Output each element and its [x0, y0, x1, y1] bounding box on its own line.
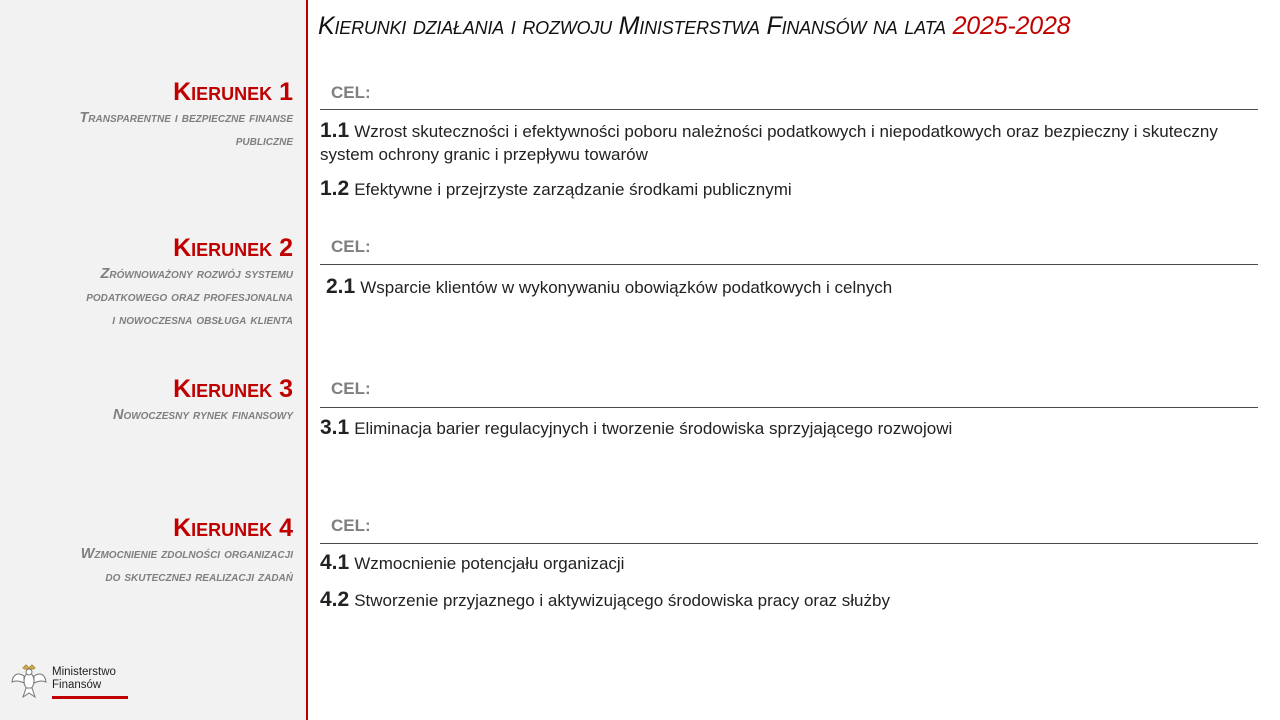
kierunek-3 [113, 375, 293, 427]
cel-rule [320, 109, 1258, 110]
kierunek-2 [86, 234, 293, 332]
page-title [318, 12, 1070, 41]
ministry-logo [10, 662, 135, 702]
subtitle-line: Transparentne i bezpieczne finanse [79, 110, 293, 126]
goal-2-1 [326, 275, 1226, 299]
cel-label: CEL: [331, 237, 371, 256]
subtitle-line: Wzmocnienie zdolności organizacji [80, 546, 293, 562]
red-divider [306, 0, 308, 720]
logo-text [52, 666, 116, 692]
white-eagle-emblem-icon [10, 662, 48, 700]
subtitle-line: Zrównoważony rozwój systemu [100, 266, 293, 282]
goal-number: 2.1 [326, 275, 356, 298]
cel-label: CEL: [331, 379, 371, 398]
kierunek-3-subtitle [113, 404, 293, 427]
goal-1-2 [320, 177, 1220, 201]
goal-text: Efektywne i przejrzyste zarządzanie środkami publicznymi [354, 180, 792, 199]
kierunek-1-subtitle [79, 107, 293, 153]
cel-label: CEL: [331, 83, 371, 102]
subtitle-line: Nowoczesny rynek finansowy [112, 407, 293, 423]
subtitle-line: i nowoczesna obsługa klienta [112, 312, 293, 328]
goal-number: 4.1 [320, 551, 350, 574]
kierunek-1 [79, 78, 293, 153]
subtitle-line: publiczne [235, 133, 293, 149]
goal-text: Wsparcie klientów w wykonywaniu obowiązków podatkowych i celnych [360, 278, 893, 297]
kierunek-4 [81, 514, 293, 589]
goal-1-1 [320, 119, 1220, 166]
kierunek-1-heading: Kierunek 1 [173, 78, 293, 106]
kierunek-2-heading: Kierunek 2 [173, 234, 293, 262]
title-years: 2025-2028 [952, 12, 1071, 40]
subtitle-line: do skutecznej realizacji zadań [105, 569, 293, 585]
goal-number: 1.1 [320, 119, 350, 142]
cel-rule [320, 264, 1258, 265]
kierunek-2-subtitle [86, 263, 293, 332]
cel-label: CEL: [331, 516, 371, 535]
logo-line-2: Finansów [52, 679, 102, 691]
goal-text: Wzrost skuteczności i efektywności poboru należności podatkowych i niepodatkowych oraz bezpieczny i skuteczny system ochrony granic i przepływu towarów [320, 122, 1218, 164]
kierunek-3-heading: Kierunek 3 [173, 375, 293, 403]
cel-rule [320, 543, 1258, 544]
logo-line-1: Ministerstwo [52, 666, 116, 678]
logo-accent-bar [52, 696, 128, 699]
goal-4-1 [320, 551, 1220, 575]
title-text: Kierunki działania i rozwoju Ministerstwa Finansów na lata [318, 12, 946, 40]
goal-text: Stworzenie przyjaznego i aktywizującego środowiska pracy oraz służby [354, 591, 890, 610]
kierunek-4-subtitle [81, 543, 293, 589]
subtitle-line: podatkowego oraz profesjonalna [86, 289, 293, 305]
goal-number: 4.2 [320, 588, 350, 611]
goal-3-1 [320, 416, 1220, 440]
goal-number: 3.1 [320, 416, 350, 439]
cel-rule [320, 407, 1258, 408]
kierunek-4-heading: Kierunek 4 [173, 514, 293, 542]
goal-number: 1.2 [320, 177, 350, 200]
goal-text: Eliminacja barier regulacyjnych i tworzenie środowiska sprzyjającego rozwojowi [354, 419, 953, 438]
goal-text: Wzmocnienie potencjału organizacji [354, 554, 625, 573]
goal-4-2 [320, 588, 1220, 612]
